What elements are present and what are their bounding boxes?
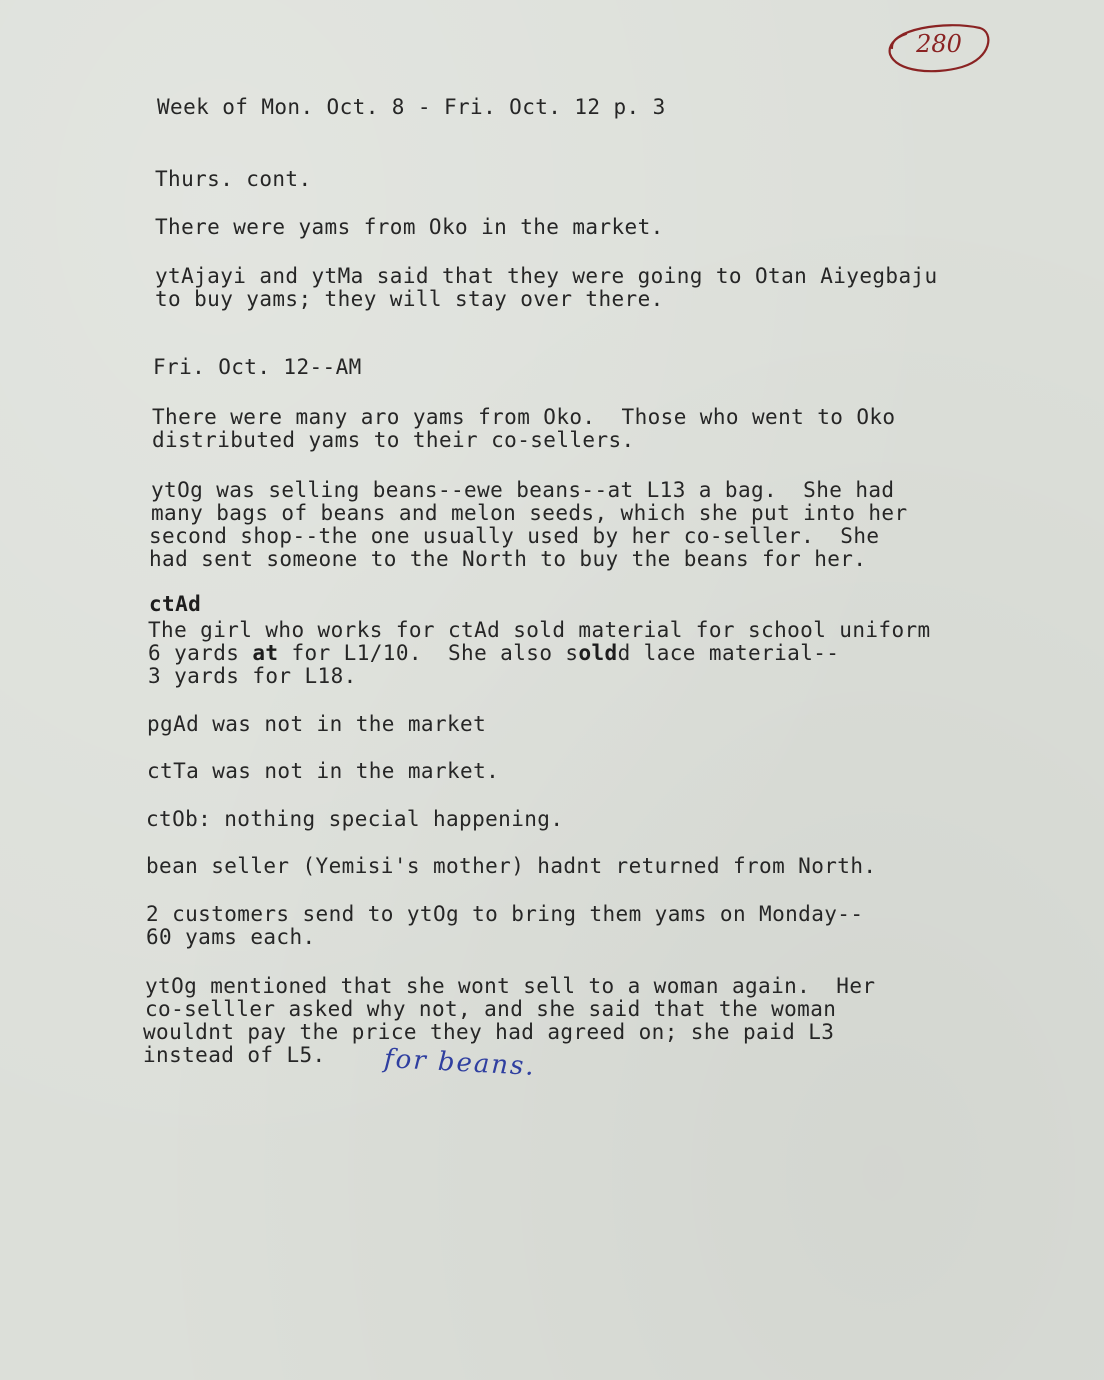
paragraph-line: wouldnt pay the price they had agreed on; she paid L3 (143, 1020, 835, 1044)
paragraph-line: ctTa was not in the market. (147, 759, 500, 783)
struck-out-word: at (252, 641, 279, 665)
paragraph-line: to buy yams; they will stay over there. (155, 287, 664, 311)
paragraph-line: ytOg was selling beans--ewe beans--at L13 a bag. She had (151, 478, 895, 502)
friday-heading: Fri. Oct. 12--AM (153, 355, 362, 379)
paragraph-line: instead of L5. (143, 1043, 326, 1067)
page-number-text: 280 (916, 30, 962, 58)
document-header: Week of Mon. Oct. 8 - Fri. Oct. 12 p. 3 (157, 95, 666, 119)
paragraph-line: ctOb: nothing special happening. (146, 807, 564, 831)
paragraph-line: many bags of beans and melon seeds, which she put into her (151, 501, 908, 525)
paragraph-line: second shop--the one usually used by her co-seller. She (149, 524, 880, 548)
paragraph-line: 2 customers send to ytOg to bring them yams on Monday-- (146, 902, 864, 926)
paragraph-line: There were many aro yams from Oko. Those who went to Oko (152, 405, 896, 429)
paragraph-line: ytOg mentioned that she wont sell to a woman again. Her (145, 974, 876, 998)
paragraph-line: 3 yards for L18. (148, 664, 357, 688)
paragraph-line: 6 yards at for L1/10. She also soldd lace material-- (148, 641, 840, 665)
paragraph-line: 60 yams each. (146, 925, 316, 949)
paragraph-line: had sent someone to the North to buy the beans for her. (149, 547, 867, 571)
paragraph-line: The girl who works for ctAd sold material for school uniform (148, 618, 931, 642)
handwritten-note: for beans. (383, 1044, 537, 1082)
struck-out-word: old (578, 641, 618, 665)
paragraph-line: distributed yams to their co-sellers. (152, 428, 635, 452)
paragraph-line: ytAjayi and ytMa said that they were going to Otan Aiyegbaju (155, 264, 938, 288)
paragraph-line: co-selller asked why not, and she said that the woman (145, 997, 837, 1021)
struck-out-word: ctAd (149, 592, 202, 616)
page-number-annotation (884, 18, 994, 74)
thursday-heading: Thurs. cont. (155, 167, 312, 191)
paragraph-line: bean seller (Yemisi's mother) hadnt returned from North. (146, 854, 877, 878)
paragraph-line: There were yams from Oko in the market. (155, 215, 664, 239)
paragraph-line: pgAd was not in the market (147, 712, 487, 736)
